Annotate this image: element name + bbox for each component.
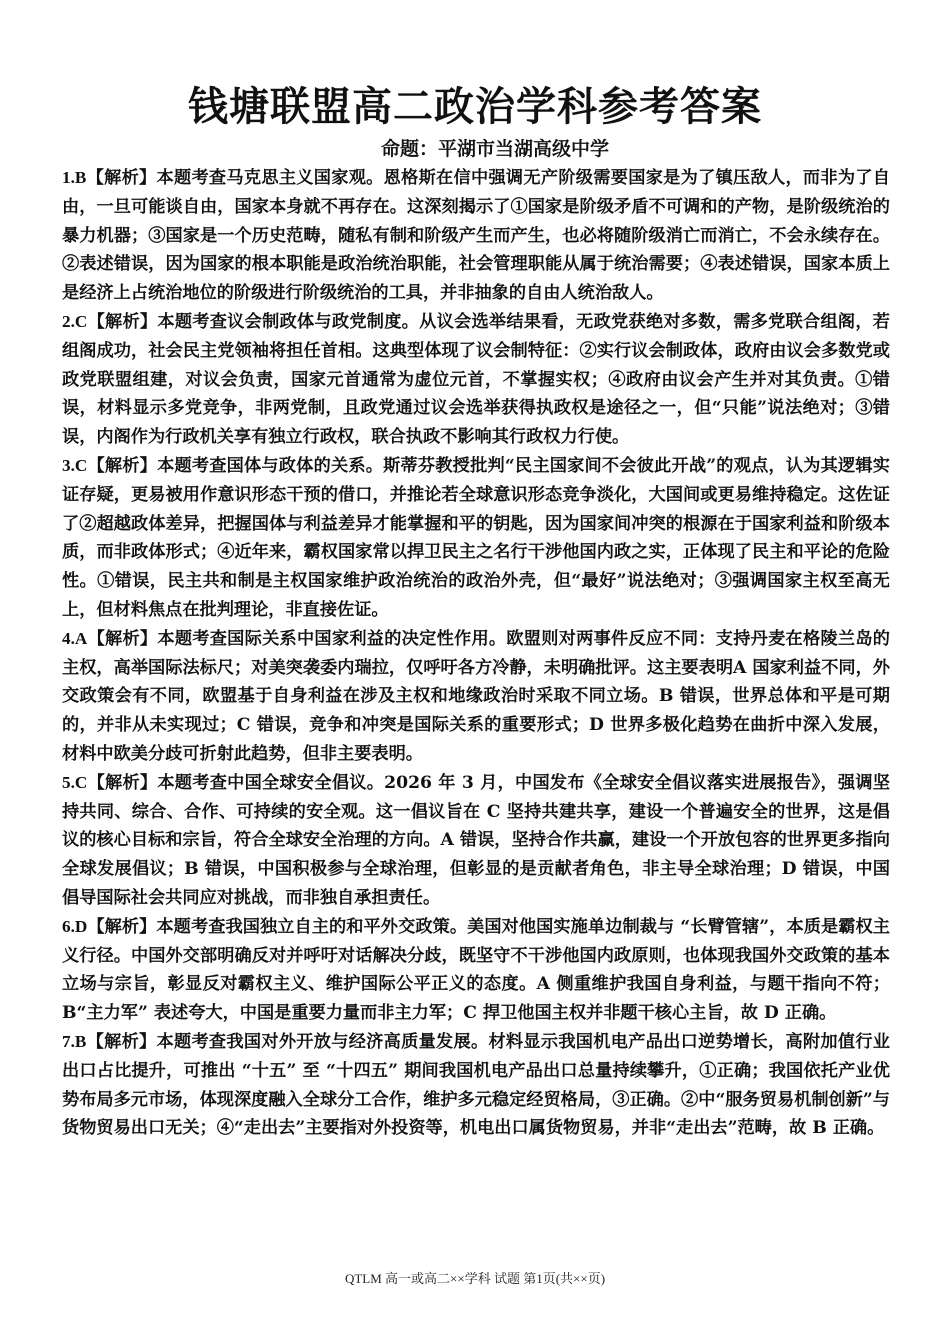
answer-item bbox=[62, 1028, 890, 1143]
answer-text: 【解析】本题考查议会制政体与政党制度。从议会选举结果看，无政党获绝对多数，需多党联合组阁，若组阁成功，社会民主党领袖将担任首相。这典型体现了议会制特征：②实行议会制政体，政府由议会多数党或政党联盟组建，对议会负责，国家元首通常为虚位元首，不掌握实权；④政府由议会产生并对其负责。①错误，材料显示多党竞争，非两党制，且政党通过议会选举获得执政权是途径之一，但“只能”说法绝对；③错误，内阁作为行政机关享有独立行政权，联合执政不影响其行政权力行使。 bbox=[62, 311, 890, 448]
answer-text: 【解析】本题考查中国全球安全倡议。2026 年 3 月，中国发布《全球安全倡议落实进展报告》，强调坚持共同、综合、合作、可持续的安全观。这一倡议旨在 C 坚持共建共享，建设一个普遍安全的世界，这是倡议的核心目标和宗旨，符合全球安全治理的方向。A 错误，坚持合作共赢，建设一个开放包容的世界更多指向全球发展倡议；B 错误，中国积极参与全球治理，但彰显的是贡献者角色，非主导全球治理；D 错误，中国倡导国际社会共同应对挑战，而非独自承担责任。 bbox=[62, 772, 890, 908]
answer-text: 【解析】本题考查我国对外开放与经济高质量发展。材料显示我国机电产品出口逆势增长，高附加值行业出口占比提升，可推出 “十五” 至 “十四五” 期间我国机电产品出口总量持续攀升，①正确；我国依托产业优势布局多元市场，体现深度融入全球分工合作，维护多元稳定经贸格局，③正确。②中“服务贸易机制创新”与货物贸易出口无关；④“走出去”主要指对外投资等，机电出口属货物贸易，并非“走出去”范畴，故 B 正确。 bbox=[62, 1031, 890, 1139]
answer-item bbox=[62, 913, 890, 1028]
answer-item bbox=[62, 164, 890, 308]
answer-number: 3.C bbox=[62, 455, 88, 475]
answer-item bbox=[62, 452, 890, 625]
answer-number: 1.B bbox=[62, 168, 87, 187]
answer-number: 6.D bbox=[62, 916, 88, 936]
answer-number: 5.C bbox=[62, 772, 88, 792]
answer-item bbox=[62, 625, 890, 769]
answer-text: 【解析】本题考查国体与政体的关系。斯蒂芬教授批判“民主国家间不会彼此开战”的观点，认为其逻辑实证存疑，更易被用作意识形态干预的借口，并推论若全球意识形态竞争淡化，大国间或更易维持稳定。这佐证了②超越政体差异，把握国体与利益差异才能掌握和平的钥匙，因为国家间冲突的根源在于国家利益和阶级本质，而非政体形式；④近年来，霸权国家常以捍卫民主之名行干涉他国内政之实，正体现了民主和平论的危险性。①错误，民主共和制是主权国家维护政治统治的政治外壳，但“最好”说法绝对；③强调国家主权至高无上，但材料焦点在批判理论，非直接佐证。 bbox=[62, 455, 890, 620]
answer-text: 【解析】本题考查马克思主义国家观。恩格斯在信中强调无产阶级需要国家是为了镇压敌人，而非为了自由，一旦可能谈自由，国家本身就不再存在。这深刻揭示了①国家是阶级矛盾不可调和的产物，是阶级统治的暴力机器；③国家是一个历史范畴，随私有制和阶级产生而产生，也必将随阶级消亡而消亡，不会永续存在。②表述错误，因为国家的根本职能是政治统治职能，社会管理职能从属于统治需要；④表述错误，国家本质上是经济上占统治地位的阶级进行阶级统治的工具，并非抽象的自由人统治敌人。 bbox=[62, 168, 890, 304]
page-footer: QTLM 高一或高二××学科 试题 第1页(共××页) bbox=[344, 1271, 606, 1286]
answer-number: 7.B bbox=[62, 1031, 87, 1051]
answer-item bbox=[62, 769, 890, 913]
answer-number: 2.C bbox=[62, 311, 88, 331]
page-subtitle: 命题：平湖市当湖高级中学 bbox=[380, 138, 609, 160]
answer-body bbox=[62, 164, 890, 1143]
answer-item bbox=[62, 308, 890, 452]
page-title: 钱塘联盟高二政治学科参考答案 bbox=[188, 83, 762, 130]
answer-text: 【解析】本题考查我国独立自主的和平外交政策。美国对他国实施单边制裁与 “长臂管辖”，本质是霸权主义行径。中国外交部明确反对并呼吁对话解决分歧，既坚守不干涉他国内政原则，也体现我国外交政策的基本立场与宗旨，彰显反对霸权主义、维护国际公平正义的态度。A 侧重维护我国自身利益，与题干指向不符；B“主力军” 表述夸大，中国是重要力量而非主力军；C 捍卫他国主权并非题干核心主旨，故 D 正确。 bbox=[62, 916, 890, 1024]
answer-number: 4.A bbox=[62, 628, 88, 648]
answer-text: 【解析】本题考查国际关系中国家利益的决定性作用。欧盟则对两事件反应不同：支持丹麦在格陵兰岛的主权，高举国际法标尺；对美突袭委内瑞拉，仅呼吁各方冷静，未明确批评。这主要表明A 国家利益不同，外交政策会有不同，欧盟基于自身利益在涉及主权和地缘政治时采取不同立场。B 错误，世界总体和平是可期的，并非从未实现过；C 错误，竞争和冲突是国际关系的重要形式；D 世界多极化趋势在曲折中深入发展，材料中欧美分歧可折射此趋势，但非主要表明。 bbox=[62, 628, 890, 764]
